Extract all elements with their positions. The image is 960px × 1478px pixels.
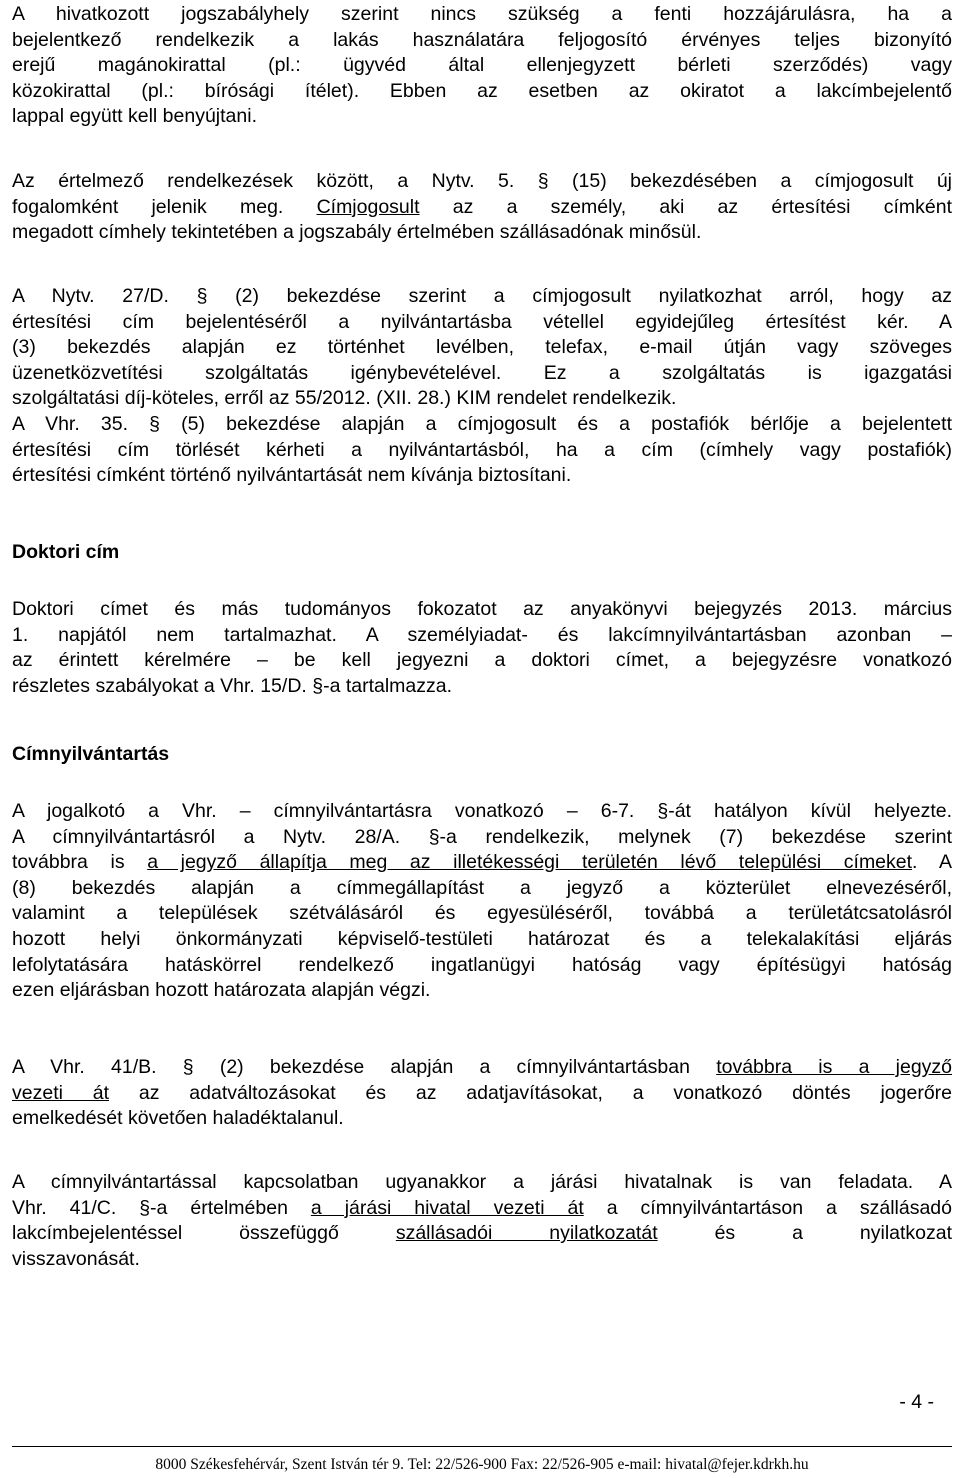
text-line: részletes szabályokat a Vhr. 15/D. §-a tartalmazza. <box>12 674 453 697</box>
text-line: A címnyilvántartással kapcsolatban ugyanakkor a járási hivatalnak is van feladata. A <box>12 1171 952 1193</box>
text-line: Doktori címet és más tudományos fokozatot az anyakönyvi bejegyzés 2013. március <box>12 598 952 620</box>
text-line: értesítési cím bejelentéséről a nyilvántartásba vétellel egyidejűleg értesítést kér. A <box>12 310 952 333</box>
underlined-phrase: vezeti át <box>12 1081 110 1104</box>
paragraph-cimnyilvantartas <box>12 799 952 1004</box>
text-line: üzenetközvetítési szolgáltatás igénybevételével. Ez a szolgáltatás is igazgatási <box>12 361 952 384</box>
underlined-term: Címjogosult <box>316 195 420 218</box>
text-line: A Nytv. 27/D. § (2) bekezdése szerint a címjogosult nyilatkozhat arról, hogy az <box>12 285 952 307</box>
paragraph-jegyzo-adatvaltozas <box>12 1055 952 1132</box>
text-line: (3) bekezdés alapján ez történhet levélben, telefax, e-mail útján vagy szöveges <box>12 336 952 359</box>
paragraph-doktori-cim <box>12 597 952 699</box>
text-line <box>12 1055 952 1081</box>
paragraph-jarasi-hivatal <box>12 1170 952 1272</box>
text-line: ezen eljárásban hozott határozata alapján végzi. <box>12 979 431 1002</box>
section-heading-doktori-cim: Doktori cím <box>12 541 120 563</box>
underlined-phrase: a járási hivatal vezeti át <box>310 1196 584 1219</box>
text-segment: az a személy, aki az értesítési címként <box>452 195 952 218</box>
paragraph-cimjogosult <box>12 169 952 246</box>
paragraph-lakcim-okirat <box>12 2 952 130</box>
text-segment: a címnyilvántartáson a szállásadó <box>606 1196 952 1219</box>
text-line: az érintett kérelmére – be kell jegyezni a doktori címet, a bejegyzésre vonatkozó <box>12 649 952 672</box>
text-segment: az adatváltozásokat és az adatjavításokat, a vonatkozó döntés jogerőre <box>138 1081 952 1104</box>
text-line <box>12 1221 952 1247</box>
text-line: A címnyilvántartásról a Nytv. 28/A. §-a rendelkezik, melynek (7) bekezdése szerint <box>12 825 952 848</box>
text-segment: fogalomként jelenik meg. <box>12 195 284 218</box>
text-line: A hivatkozott jogszabályhely szerint nincs szükség a fenti hozzájárulásra, ha a <box>12 3 952 25</box>
text-line: hozott helyi önkormányzati képviselő-testületi határozat és a telekalakítási eljárás <box>12 927 952 950</box>
text-segment: A Vhr. 41/B. § (2) bekezdése alapján a címnyilvántartásban <box>12 1056 690 1078</box>
text-line: A jogalkotó a Vhr. – címnyilvántartásra vonatkozó – 6-7. §-át hatályon kívül helyezte. <box>12 800 952 822</box>
text-segment: Vhr. 41/C. §-a értelmében <box>12 1196 288 1219</box>
underlined-phrase: továbbra is a jegyző <box>716 1056 953 1078</box>
footer-divider <box>12 1446 952 1447</box>
text-line: közokirattal (pl.: bírósági ítélet). Ebben az esetben az okiratot a lakcímbejelentő <box>12 79 952 102</box>
underlined-phrase: szállásadói nyilatkozatát <box>395 1222 658 1245</box>
text-line: erejű magánokirattal (pl.: ügyvéd által ellenjegyzett bérleti szerződés) vagy <box>12 54 952 77</box>
text-line <box>12 850 952 876</box>
text-line: értesítési cím törlését kérheti a nyilvántartásból, ha a cím (címhely vagy postafiók) <box>12 438 952 461</box>
text-line: visszavonását. <box>12 1247 140 1270</box>
text-segment: továbbra is <box>12 851 125 874</box>
text-segment: . A <box>912 851 952 874</box>
underlined-phrase: a jegyző állapítja meg az illetékességi területén lévő települési címeket <box>147 851 913 874</box>
text-segment: és a nyilatkozat <box>714 1222 953 1245</box>
footer-address: 8000 Székesfehérvár, Szent István tér 9. Tel: 22/526-900 Fax: 22/526-905 e-mail: hivatal@fejer.kdrkh.hu <box>155 1456 809 1473</box>
text-line: megadott címhely tekintetében a jogszabály értelmében szállásadónak minősül. <box>12 221 702 244</box>
page-number <box>12 1390 952 1416</box>
text-line: lappal együtt kell benyújtani. <box>12 105 257 128</box>
text-line: 1. napjától nem tartalmazhat. A személyiadat- és lakcímnyilvántartásban azonban – <box>12 623 952 646</box>
text-line: értesítési címként történő nyilvántartását nem kívánja biztosítani. <box>12 464 572 487</box>
text-line: valamint a települések szétválásáról és egyesüléséről, továbbá a területátcsatolásról <box>12 902 952 925</box>
text-line: emelkedését követően haladéktalanul. <box>12 1107 344 1130</box>
text-line <box>12 1081 952 1107</box>
text-line: lefolytatására hatáskörrel rendelkező ingatlanügyi hatóság vagy építésügyi hatóság <box>12 953 952 976</box>
text-line: (8) bekezdés alapján a címmegállapítást a jegyző a közterület elnevezéséről, <box>12 876 952 899</box>
text-line: Az értelmező rendelkezések között, a Nytv. 5. § (15) bekezdésében a címjogosult új <box>12 170 952 192</box>
text-line <box>12 1196 952 1222</box>
text-line: bejelentkező rendelkezik a lakás használatára feljogosító érvényes teljes bizonyító <box>12 28 952 51</box>
paragraph-ertesitesi-cim <box>12 284 952 489</box>
text-line: A Vhr. 35. § (5) bekezdése alapján a címjogosult és a postafiók bérlője a bejelentett <box>12 412 952 435</box>
text-line <box>12 195 952 221</box>
page-number-text: - 4 - <box>899 1391 934 1413</box>
text-segment: lakcímbejelentéssel összefüggő <box>12 1222 339 1245</box>
text-line: szolgáltatási díj-köteles, erről az 55/2012. (XII. 28.) KIM rendelet rendelkezik. <box>12 387 677 410</box>
section-heading-cimnyilvantartas: Címnyilvántartás <box>12 743 170 765</box>
